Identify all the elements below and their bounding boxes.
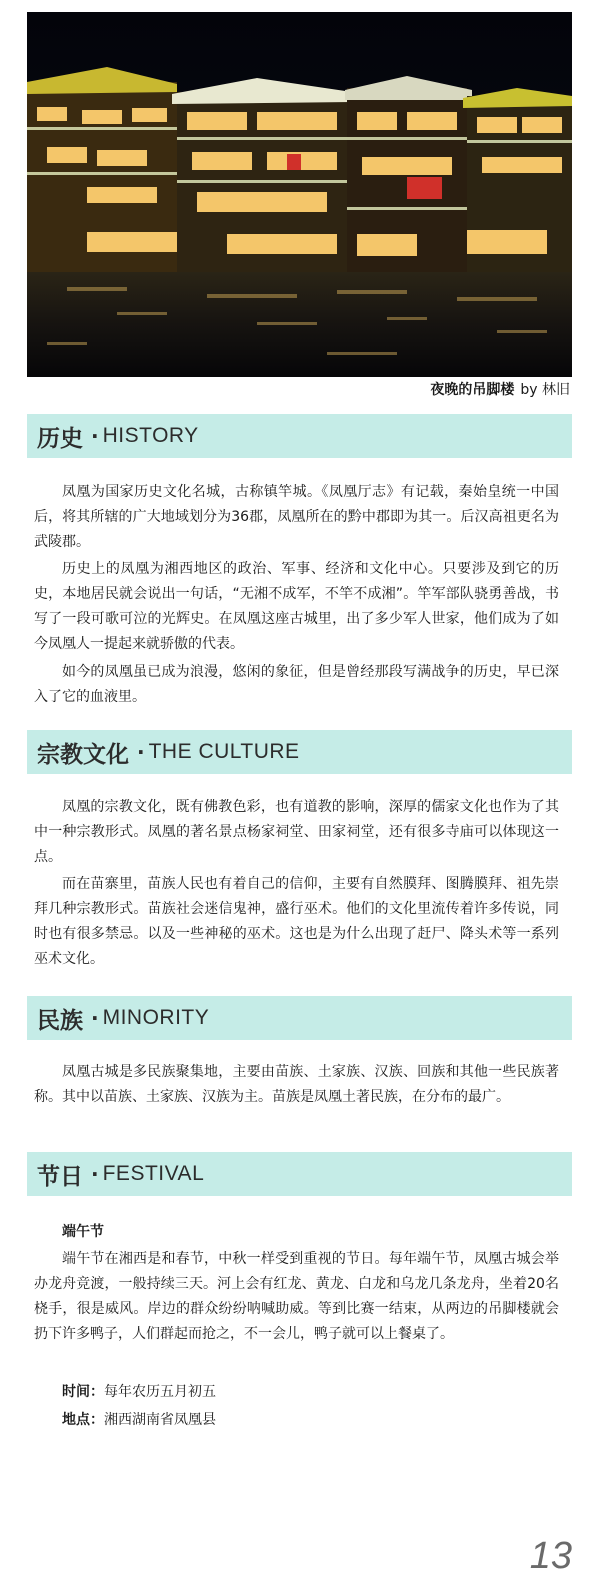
minority-paragraph-1: 凤凰古城是多民族聚集地，主要由苗族、土家族、汉族、回族和其他一些民族著称。其中以苗族、土家族、汉族为主。苗族是凤凰土著民族，在分布的最广。 xyxy=(34,1064,559,1105)
photo-illustration xyxy=(27,12,572,377)
section-separator: · xyxy=(91,424,99,448)
section-title-zh: 民族 xyxy=(37,1007,83,1034)
section-separator: · xyxy=(91,1162,99,1186)
history-paragraph-3: 如今的凤凰虽已成为浪漫，悠闲的象征，但是曾经那段写满战争的历史，早已深入了它的血液里。 xyxy=(34,664,559,705)
section-separator: · xyxy=(137,740,145,764)
photo-caption xyxy=(430,380,570,400)
festival-time-label: 时间： xyxy=(62,1384,104,1400)
section-title-zh: 宗教文化 xyxy=(37,741,129,768)
caption-title: 夜晚的吊脚楼 xyxy=(430,382,515,398)
section-title-en: HISTORY xyxy=(102,424,199,447)
festival-subtitle: 端午节 xyxy=(62,1224,104,1240)
caption-byline: by 林旧 xyxy=(520,382,570,398)
section-title-zh: 节日 xyxy=(37,1163,83,1190)
section-title-zh: 历史 xyxy=(37,425,83,452)
history-paragraph-1: 凤凰为国家历史文化名城，古称镇竿城。《凤凰厅志》有记载，秦始皇统一中国后，将其所辖的广大地域划分为36郡，凤凰所在的黔中郡即为其一。后汉高祖更名为武陵郡。 xyxy=(34,484,559,550)
festival-place-label: 地点： xyxy=(62,1412,104,1428)
section-separator: · xyxy=(91,1006,99,1030)
festival-time-value: 每年农历五月初五 xyxy=(104,1384,216,1400)
section-header-history xyxy=(27,414,572,458)
culture-paragraph-1: 凤凰的宗教文化，既有佛教色彩，也有道教的影响，深厚的儒家文化也作为了其中一种宗教形式。凤凰的著名景点杨家祠堂、田家祠堂，还有很多寺庙可以体现这一点。 xyxy=(34,799,559,865)
section-title-en: THE CULTURE xyxy=(148,740,300,763)
culture-paragraph-2: 而在苗寨里，苗族人民也有着自己的信仰，主要有自然膜拜、图腾膜拜、祖先崇拜几种宗教形式。苗族社会迷信鬼神，盛行巫术。他们的文化里流传着许多传说，同时也有很多禁忌。以及一些神秘的巫术。这也是为什么出现了赶尸、降头术等一系列巫术文化。 xyxy=(34,876,559,967)
history-paragraph-2: 历史上的凤凰为湘西地区的政治、军事、经济和文化中心。只要涉及到它的历史，本地居民就会说出一句话，“无湘不成军，不竿不成湘”。竿军部队骁勇善战，书写了一段可歌可泣的光辉史。在凤凰这座古城里，出了多少军人世家，他们成为了如今凤凰人一提起来就骄傲的代表。 xyxy=(34,561,559,652)
section-header-culture xyxy=(27,730,572,774)
section-header-festival xyxy=(27,1152,572,1196)
page-number: 13 xyxy=(529,1535,572,1577)
festival-place-value: 湘西湖南省凤凰县 xyxy=(104,1412,216,1428)
section-header-minority xyxy=(27,996,572,1040)
festival-paragraph-1: 端午节在湘西是和春节，中秋一样受到重视的节日。每年端午节，凤凰古城会举办龙舟竞渡，一般持续三天。河上会有红龙、黄龙、白龙和乌龙几条龙舟，坐着20名桡手，很是威风。岸边的群众纷纷呐喊助威。等到比赛一结束，从两边的吊脚楼就会扔下许多鸭子，人们群起而抢之，不一会儿，鸭子就可以上餐桌了。 xyxy=(34,1251,559,1342)
section-title-en: MINORITY xyxy=(102,1006,210,1029)
night-stilt-houses-photo xyxy=(27,12,572,377)
festival-place xyxy=(62,1408,216,1432)
festival-time xyxy=(62,1380,216,1404)
section-title-en: FESTIVAL xyxy=(102,1162,205,1185)
